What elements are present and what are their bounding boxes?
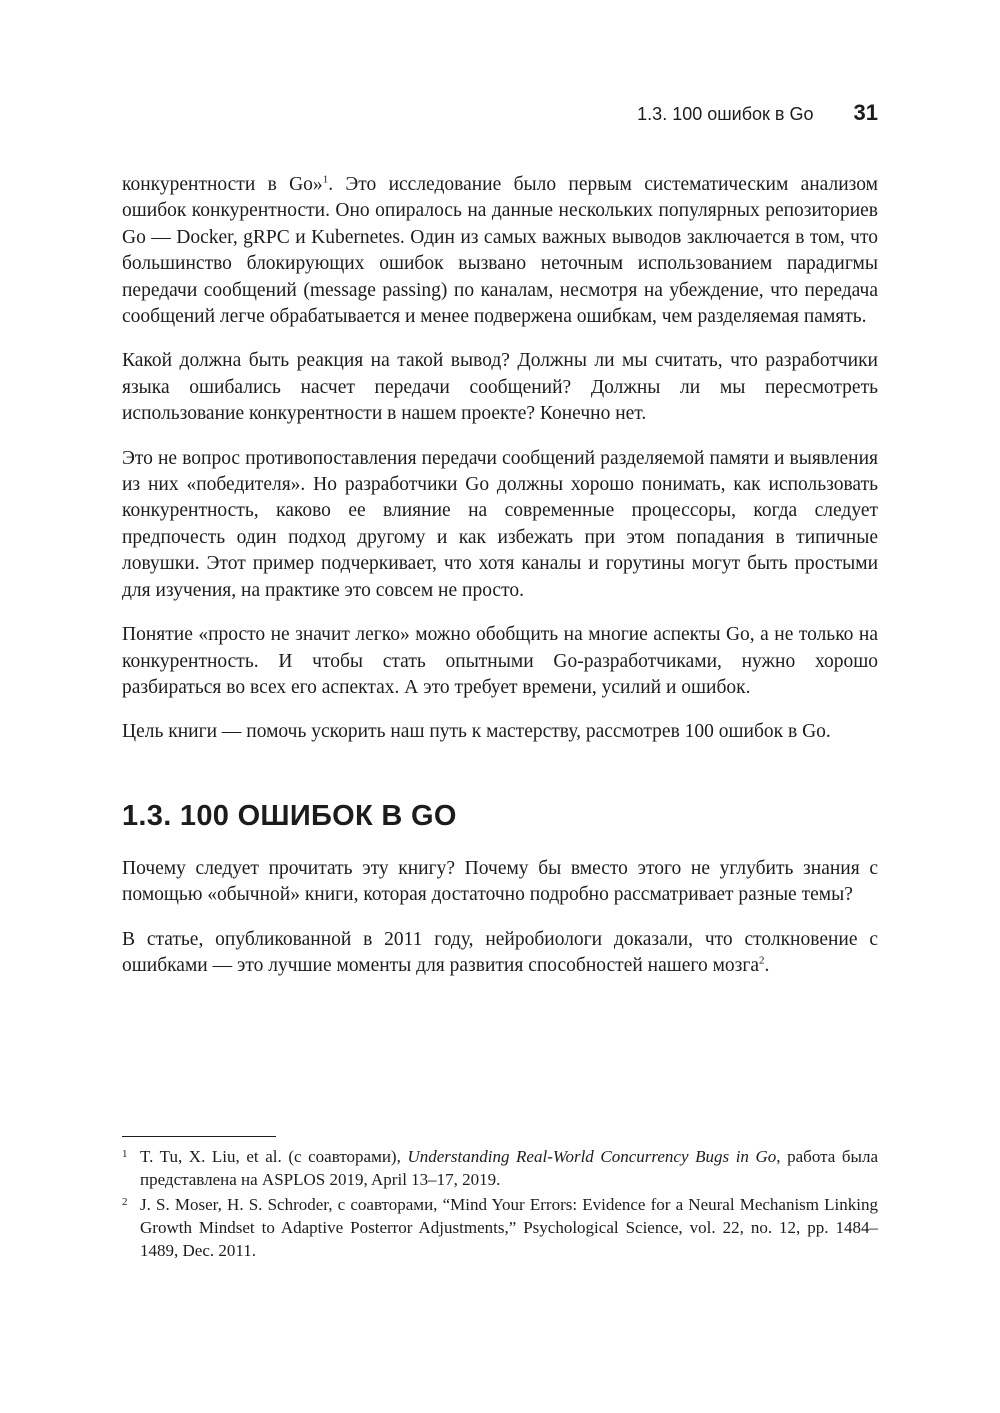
running-title: 1.3. 100 ошибок в Go [637,104,814,124]
footnote-text: J. S. Moser, H. S. Schroder, с соавторами, “Mind Your Errors: Evidence for a Neural Mechanism Linking Growth Mindset to Adaptive Posterror Adjustments,” Psychological Science, vol. 22, no. 12, pp. 1484–1489, Dec. 2011. [140,1195,878,1260]
footnote-details: , работа была представлена на ASPLOS 2019, April 13–17, 2019. [140,1147,878,1189]
footnotes [122,1136,878,1264]
footnote-authors: T. Tu, X. Liu, et al. (с соавторами), [140,1147,408,1166]
running-head [122,100,878,132]
section-paragraph-1: Почему следует прочитать эту книгу? Почему бы вместо этого не углубить знания с помощью «обычной» книги, которая достаточно подробно рассматривает разные темы? [122,857,878,906]
footnote-text [140,1145,878,1191]
footnote-2 [122,1193,878,1262]
footnote-work-title: Understanding Real-World Concurrency Bugs in Go [407,1147,777,1166]
section-paragraph-2 [122,927,878,980]
body-paragraph-2: Какой должна быть реакция на такой вывод? Должны ли мы считать, что разработчики языка ошибались насчет передачи сообщений? Должны ли мы пересмотреть использование конкурентности в нашем проекте? Конечно нет. [122,350,878,425]
section-heading: 1.3. 100 ОШИБОК В GO [122,799,457,832]
footnote-ref-2[interactable]: 2 [759,954,765,967]
paragraph-text: В статье, опубликованной в 2011 году, нейробиологи доказали, что столкновение с ошибками — это лучшие моменты для развития способностей нашего мозга [122,928,878,976]
paragraph-text: . Это исследование было первым систематическим анализом ошибок конкурентности. Оно опиралось на данные нескольких популярных репозиториев Go — Docker, gRPC и Kubernetes. Один из самых важных выводов заключается в том, что большинство блокирующих ошибок вызвано неточным использованием парадигмы передачи сообщений (message passing) по каналам, несмотря на убеждение, что передача сообщений легче обрабатывается и менее подвержена ошибкам, чем разделяемая память. [122,174,878,328]
footnote-divider [122,1136,276,1137]
paragraph-text: . [764,954,770,976]
footnote-marker: 1 [122,1148,128,1160]
body-paragraph-4: Понятие «просто не значит легко» можно обобщить на многие аспекты Go, а не только на конкурентность. И чтобы стать опытными Go-разработчиками, нужно хорошо разбираться во всех его аспектах. А это требует времени, усилий и ошибок. [122,624,878,698]
body-paragraph-3: Это не вопрос противопоставления передачи сообщений разделяемой памяти и выявления из них «победителя». Но разработчики Go должны хорошо понимать, как использовать конкурентность, каково ее влияние на современные процессоры, когда следует предпочесть один подход другому и как избежать при этом попадания в типичные ловушки. Этот пример подчеркивает, что хотя каналы и горутины могут быть простыми для изучения, на практике это совсем не просто. [122,447,878,601]
page-body [122,172,878,979]
footnote-1 [122,1145,878,1191]
paragraph-text: конкурентности в Go» [122,174,323,195]
body-paragraph-5: Цель книги — помочь ускорить наш путь к мастерству, рассмотрев 100 ошибок в Go. [122,721,831,743]
body-paragraph-1 [122,172,878,330]
page-number: 31 [853,100,878,125]
footnote-marker: 2 [122,1196,128,1208]
footnote-ref-1[interactable]: 1 [322,173,329,186]
